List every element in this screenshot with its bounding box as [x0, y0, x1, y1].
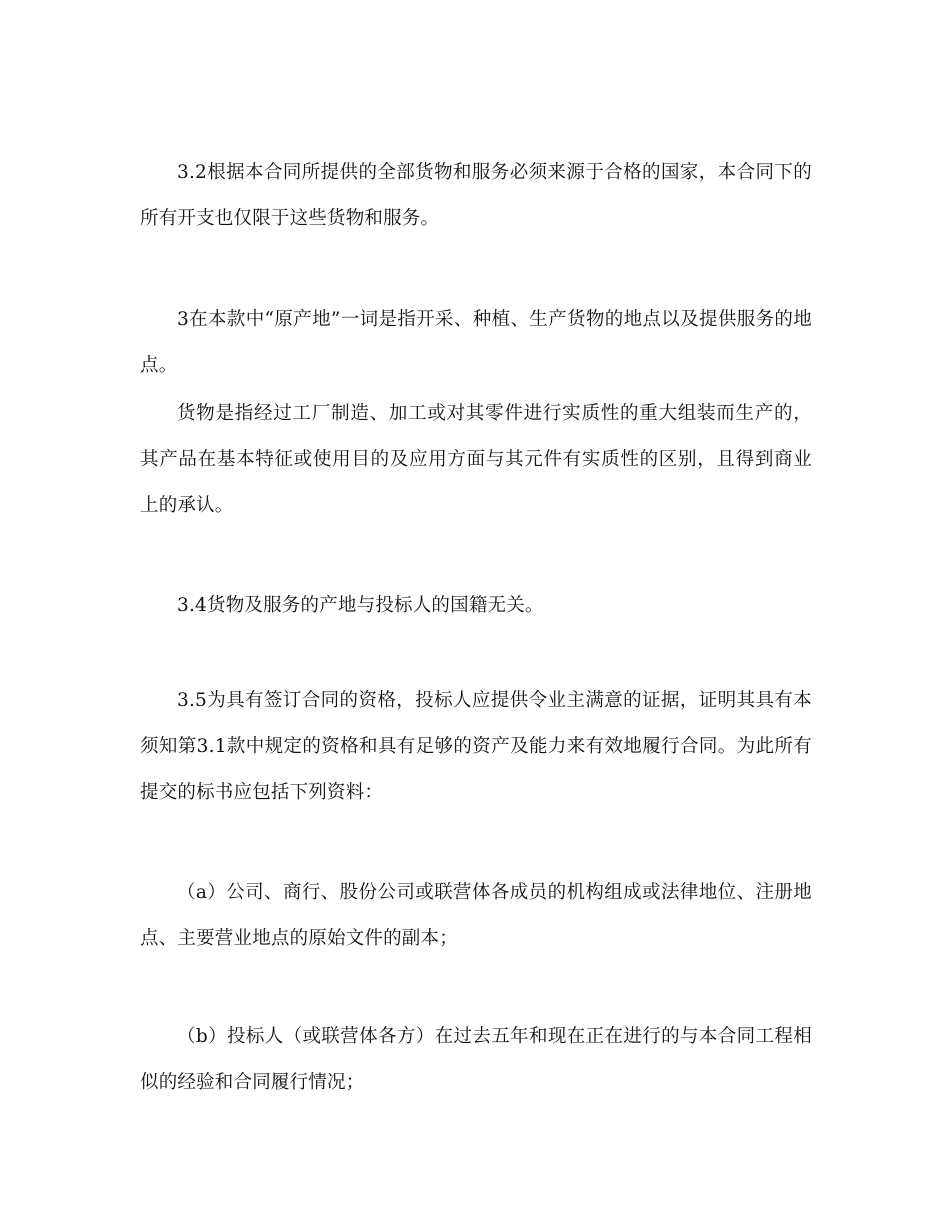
- paragraph-origin-definition: 3在本款中“原产地”一词是指开采、种植、生产货物的地点以及提供服务的地点。: [140, 309, 812, 376]
- paragraph-item-a: （a）公司、商行、股份公司或联营体各成员的机构组成或法律地位、注册地点、主要营业地点的原始文件的副本；: [140, 882, 812, 949]
- paragraph-3-4: 3.4货物及服务的产地与投标人的国籍无关。: [177, 595, 544, 616]
- paragraph-3-5: 3.5为具有签订合同的资格，投标人应提供令业主满意的证据，证明其具有本须知第3.1款中规定的资格和具有足够的资产及能力来有效地履行合同。为此所有提交的标书应包括下列资料：: [140, 690, 812, 803]
- paragraph-goods-definition: 货物是指经过工厂制造、加工或对其零件进行实质性的重大组装而生产的，其产品在基本特征或使用目的及应用方面与其元件有实质性的区别，且得到商业上的承认。: [140, 403, 812, 516]
- paragraph-3-2: 3.2根据本合同所提供的全部货物和服务必须来源于合格的国家，本合同下的所有开支也仅限于这些货物和服务。: [140, 162, 812, 229]
- paragraph-item-b: （b）投标人（或联营体各方）在过去五年和现在正在进行的与本合同工程相似的经验和合同履行情况；: [140, 1026, 812, 1093]
